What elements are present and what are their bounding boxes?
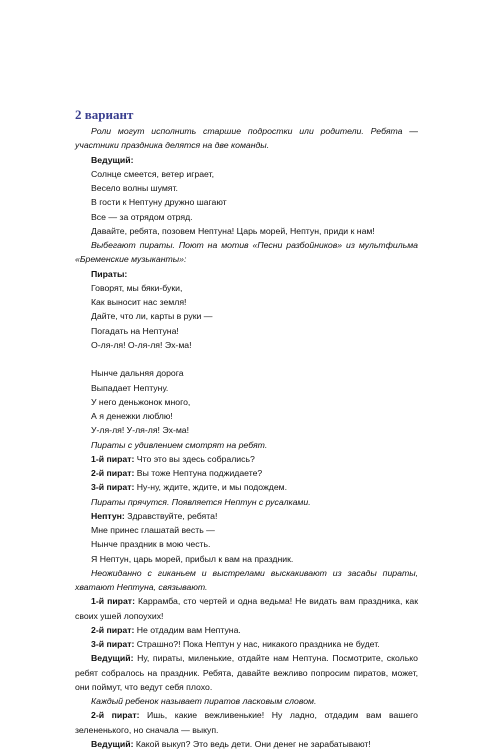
speaker-line: [75, 267, 418, 281]
stage-direction: Неожиданно с гиканьем и выстрелами выскакивают из засады пираты, хватают Нептуна, связывают.: [75, 567, 418, 592]
verse-line: Погадать на Нептуна!: [91, 325, 179, 336]
intro-paragraph: Роли могут исполнить старшие подростки или родители. Ребята —участники праздника делятся на две команды.: [75, 126, 418, 151]
stage-direction: Выбегают пираты. Поют на мотив «Песни разбойников» из мультфильма «Бременские музыканты»:: [75, 240, 418, 265]
dialogue-line: 2-й пират: Не отдадим вам Нептуна.: [91, 624, 241, 635]
speaker-line: [75, 153, 418, 167]
verse-line: Солнце смеется, ветер играет,: [91, 168, 215, 179]
speaker-label: 1-й пират:: [91, 596, 135, 607]
verse-line: А я денежки люблю!: [91, 411, 173, 421]
stage-direction: Пираты с удивлением смотрят на ребят.: [91, 439, 268, 450]
speaker-label: 2-й пират:: [91, 710, 140, 721]
speaker-label: 3-й пират:: [91, 639, 135, 649]
stage-direction: Каждый ребенок называет пиратов ласковым словом.: [91, 696, 317, 706]
dialogue-line: Я Нептун, царь морей, прибыл к вам на праздник.: [91, 553, 294, 564]
speaker-label: Нептун:: [91, 510, 125, 521]
speaker-label: 2-й пират:: [91, 468, 135, 478]
dialogue-line: Нептун: Здравствуйте, ребята!: [91, 510, 218, 521]
verse-line: Все — за отрядом отряд.: [91, 211, 193, 222]
dialogue-line: Ведущий: Какой выкуп? Это ведь дети. Они денег не зарабатывают!: [91, 738, 371, 749]
dialogue-line: 2-й пират: Вы тоже Нептуна поджидаете?: [91, 468, 263, 478]
dialogue-line: 3-й пират: Страшно?! Пока Нептун у нас, никакого праздника не будет.: [91, 639, 380, 649]
dialogue-line: 3-й пират: Ну-ну, ждите, ждите, и мы подождем.: [91, 482, 288, 493]
verse-line: Нынче дальняя дорога: [91, 368, 184, 379]
speaker-label: Ведущий:: [91, 154, 134, 165]
verse-line: Мне принес глашатай весть —: [91, 525, 215, 535]
dialogue-line: Давайте, ребята, позовем Нептуна! Царь морей, Нептун, приди к нам!: [91, 225, 375, 236]
verse-line: У-ля-ля! У-ля-ля! Эх-ма!: [91, 425, 190, 436]
verse-line: Выпадает Нептуну.: [91, 382, 169, 393]
speaker-label: Ведущий:: [91, 738, 134, 749]
stage-direction: Пираты прячутся. Появляется Нептун с русалками.: [91, 496, 311, 507]
dialogue-line: 1-й пират: Каррамба, сто чертей и одна ведьма! Не видать вам праздника, как своих ушей лопоухих!: [75, 596, 418, 621]
verse-line: Весело волны шумят.: [91, 183, 178, 193]
verse-line: В гости к Нептуну дружно шагают: [91, 197, 227, 208]
blank-line: [75, 352, 418, 366]
verse-line: Говорят, мы бяки-буки,: [91, 282, 183, 293]
speaker-label: Ведущий:: [91, 653, 134, 664]
script-text: [75, 124, 418, 751]
speaker-label: 2-й пират:: [91, 624, 135, 635]
speaker-label: Пираты:: [91, 268, 128, 279]
section-heading: 2 вариант: [75, 107, 134, 122]
verse-line: У него деньжонок много,: [91, 396, 191, 407]
verse-line: Нынче праздник в мою честь.: [91, 539, 211, 550]
dialogue-line: 2-й пират: Ишь, какие вежливенькие! Ну ладно, отдадим вам вашего зелененького, но сначала — выкуп.: [75, 710, 418, 735]
speaker-label: 3-й пират:: [91, 482, 135, 493]
dialogue-line: 1-й пират: Что это вы здесь собрались?: [91, 453, 255, 464]
verse-line: О-ля-ля! О-ля-ля! Эх-ма!: [91, 339, 192, 350]
dialogue-line: Ведущий: Ну, пираты, миленькие, отдайте нам Нептуна. Посмотрите, сколько ребят собралось на праздник. Ребята, давайте вежливо попросим пиратов, может, они поймут, что ведут себя плохо.: [75, 653, 418, 692]
verse-line: Дайте, что ли, карты в руки —: [91, 311, 213, 322]
verse-line: Как выносит нас земля!: [91, 297, 187, 307]
speaker-label: 1-й пират:: [91, 453, 135, 464]
